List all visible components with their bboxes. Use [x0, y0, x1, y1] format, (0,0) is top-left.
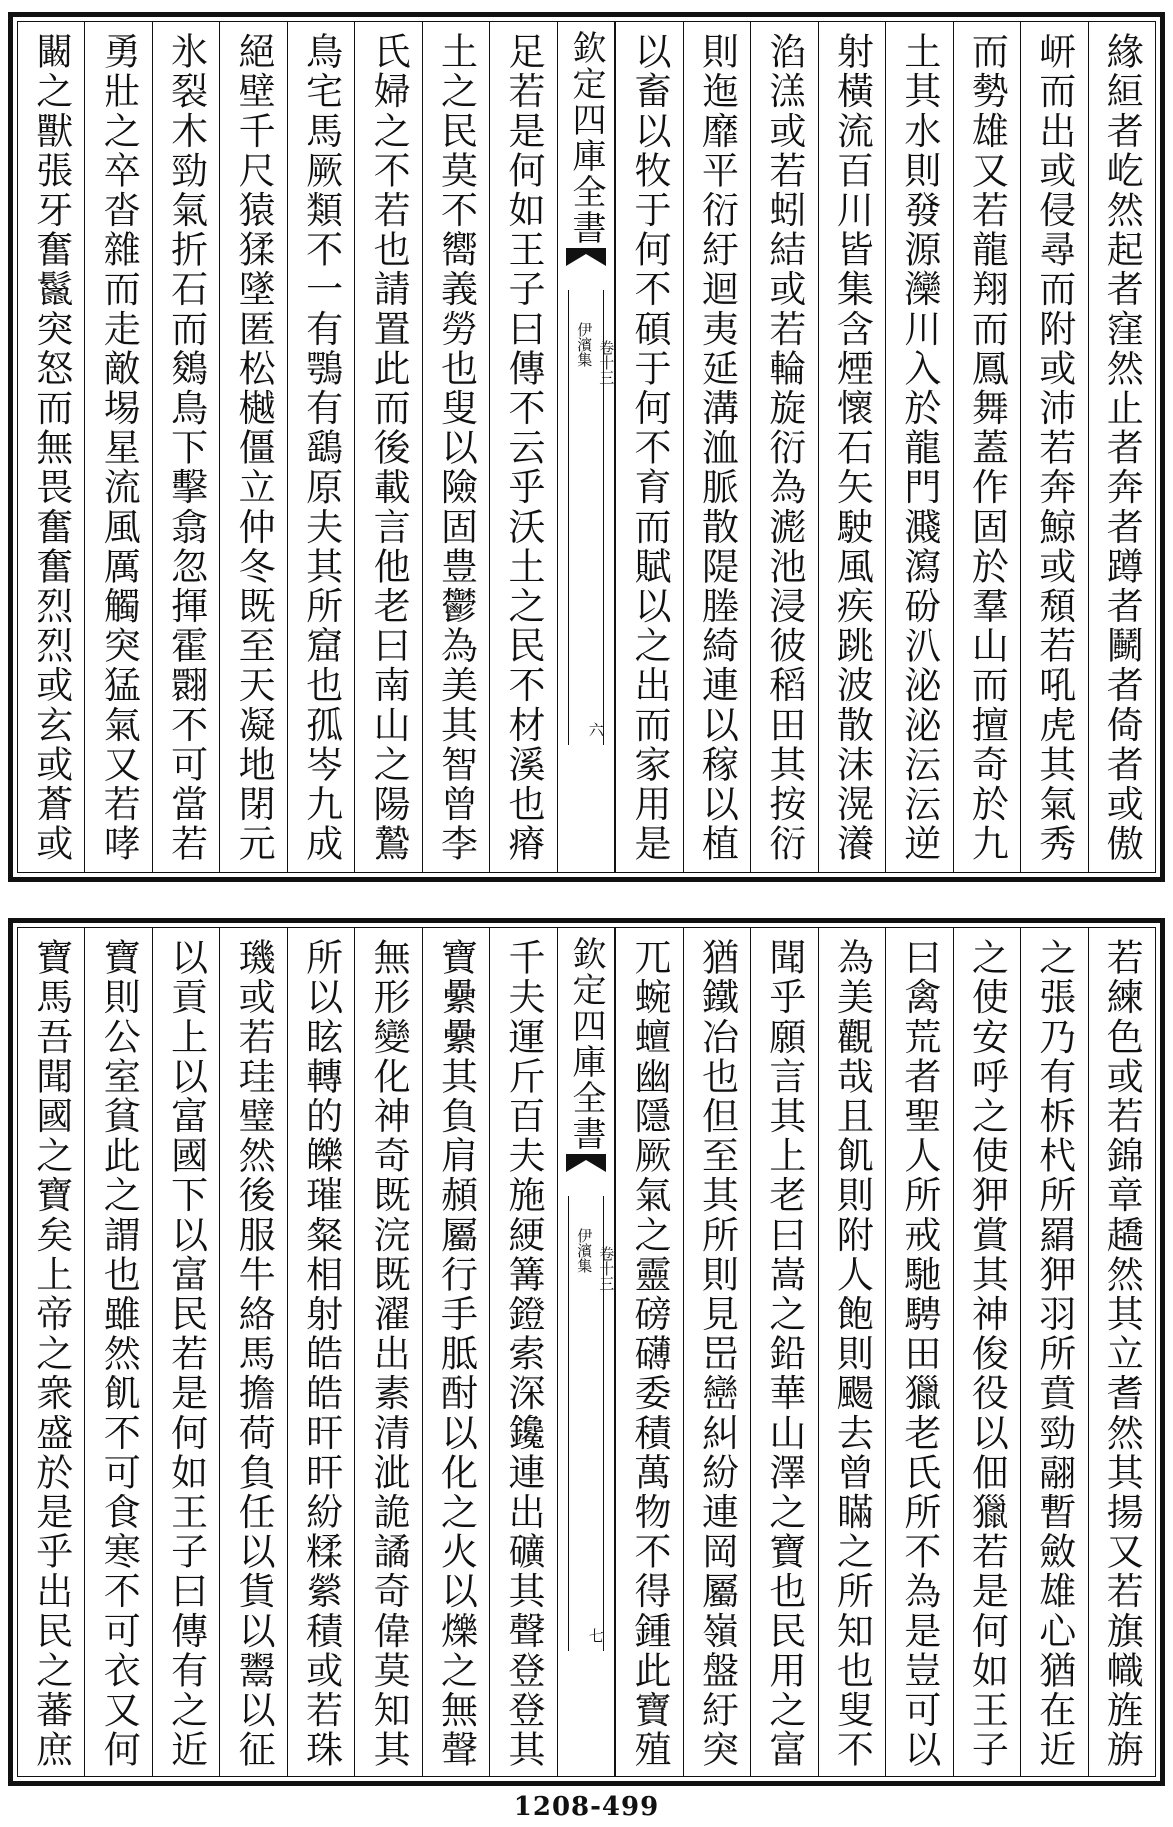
- text-column: 曰禽荒者聖人所戒馳騁田獵老氏所不為是豈可以: [885, 928, 952, 1776]
- text-column: 岍而出或侵尋而附或沛若奔鯨或頹若吼虎其氣秀: [1020, 22, 1087, 872]
- text-column: 氏婦之不若也請置此而後載言他老曰南山之陽鷙: [354, 22, 421, 872]
- text-column: 而勢雄又若龍翔而鳳舞蓋作固於羣山而擅奇於九: [953, 22, 1020, 872]
- text-column: 千夫運斤百夫施綆篝鐙索深鑱連出礦其聲登登其: [489, 928, 556, 1776]
- text-columns: [18, 928, 1155, 1776]
- banner-title: 欽定四庫全書: [566, 936, 606, 1152]
- text-column: 以畜以牧于何不碩于何不育而賦以之出而家用是: [615, 22, 682, 872]
- page-top: [8, 12, 1165, 882]
- fish-tail-mark-icon: [564, 1152, 608, 1174]
- page-bottom: [8, 918, 1165, 1786]
- page-frame: [17, 21, 1156, 873]
- text-column: 寶則公室貧此之謂也雖然飢不可食寒不可衣又何: [84, 928, 151, 1776]
- banner-folio: 七: [586, 1628, 605, 1643]
- banner-collection: 伊濱集: [575, 1228, 594, 1273]
- text-column: 無形變化神奇既浣既濯出素清泚詭譎奇偉莫知其: [354, 928, 421, 1776]
- text-column: 聞乎願言其上老曰嵩之鉛華山澤之寶也民用之富: [750, 928, 817, 1776]
- text-column: 土之民莫不嚮義勞也叟以險固豊鬱為美其智曾李: [422, 22, 489, 872]
- center-banner: [557, 22, 616, 872]
- banner-juan: 卷十三: [597, 340, 616, 385]
- text-column: 土其水則發源灤川入於龍門濺瀉砏汃泌泌沄沄逆: [885, 22, 952, 872]
- banner-juan: 卷十三: [597, 1246, 616, 1291]
- text-column: 之使安呼之使狎賞其神俊役以佃獵若是何如王子: [953, 928, 1020, 1776]
- text-column: 勇壯之卒沓雜而走敵埸星流風厲觸突猛氣又若哮: [84, 22, 151, 872]
- text-columns: [18, 22, 1155, 872]
- banner-folio: 六: [586, 722, 605, 737]
- text-column: 鳥宅馬厥類不一有鶚有鷂原夫其所窟也孤岑九成: [287, 22, 354, 872]
- banner-collection: 伊濱集: [575, 322, 594, 367]
- text-column: 寶纍纍其負肩頳屬行手胝酎以化之火以爍之無聲: [422, 928, 489, 1776]
- text-column: 足若是何如王子曰傳不云乎沃土之民不材溪也瘠: [489, 22, 556, 872]
- text-column: 為美觀哉且飢則附人飽則颺去曾瞞之所知也叟不: [818, 928, 885, 1776]
- text-column: 淊溔或若蚓結或若輪旋衍為滮池浸彼稻田其按衍: [750, 22, 817, 872]
- text-column: 射橫流百川皆集含煙懷石矢駛風疾跳波散沫滉瀁: [818, 22, 885, 872]
- page-frame: [17, 927, 1156, 1777]
- text-column: 氷裂木勁氣折石而鵕鳥下擊翕忽揮霍翾不可當若: [152, 22, 219, 872]
- text-column: 璣或若珪璧然後服牛絡馬擔荷負任以貨以鬻以征: [219, 928, 286, 1776]
- text-column: 闞之獸張牙奮鬣突怒而無畏奮奮烈烈或玄或蒼或: [29, 32, 73, 864]
- text-column: 猶鐵冶也但至其所則見岊巒糾紛連岡屬嶺盤紆突: [683, 928, 750, 1776]
- text-column: 若練色或若錦章趫然其立耆然其揚又若旗幟旌旃: [1088, 928, 1155, 1776]
- text-column: 絕壁千尺猿猱墜匿松樾僵立仲冬既至天凝地閉元: [219, 22, 286, 872]
- center-banner: [557, 928, 616, 1776]
- text-column: 之張乃有柝杙所羂狎羽所賁勁翮暫斂雄心猶在近: [1020, 928, 1087, 1776]
- fish-tail-mark-icon: [564, 246, 608, 268]
- page-code: 1208-499: [513, 1792, 660, 1822]
- text-column: 緣絙者屹然起者窪然止者奔者蹲者鬭者倚者或傲: [1088, 22, 1155, 872]
- text-column: 則迤靡平衍紆迴夷延溝洫脈散隄塍綺連以稼以植: [683, 22, 750, 872]
- text-column: 以貢上以富國下以富民若是何如王子曰傳有之近: [152, 928, 219, 1776]
- banner-title: 欽定四庫全書: [566, 30, 606, 246]
- text-column: 兀蜿蟺幽隱厥氣之靈磅礴委積萬物不得鍾此寶殖: [615, 928, 682, 1776]
- text-column: 寶馬吾聞國之寶矣上帝之衆盛於是乎出民之蕃庶: [29, 938, 73, 1770]
- text-column: 所以眩轉的皪璀粲相射皓皓旰旰紛糅縈積或若珠: [287, 928, 354, 1776]
